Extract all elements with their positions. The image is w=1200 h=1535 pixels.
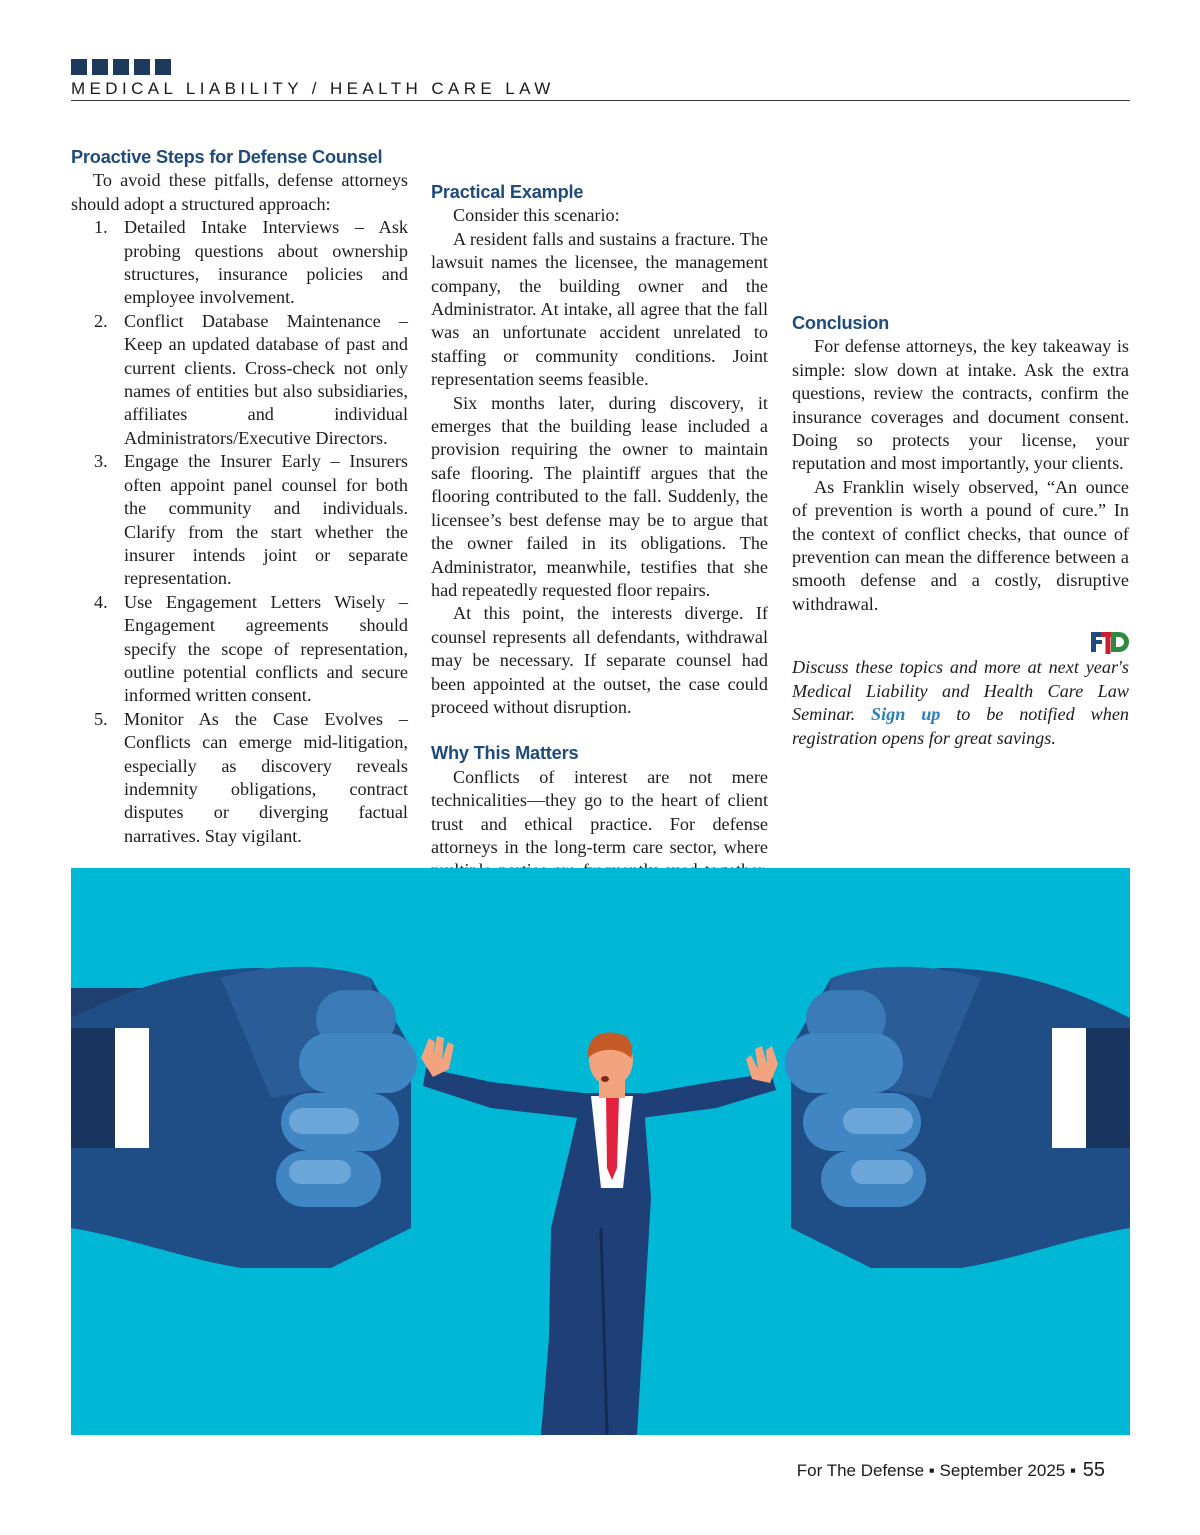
list-item bbox=[71, 591, 408, 708]
promo-text: Discuss these topics and more at next year's Medical Liability and Health Care Law Seminar. bbox=[792, 657, 1129, 725]
header-rule bbox=[71, 100, 1130, 101]
list-item-text: Use Engagement Letters Wisely – Engagement agreements should specify the scope of representation, outline potential conflicts and secure informed written consent. bbox=[124, 591, 408, 706]
sign-up-link[interactable]: Sign up bbox=[870, 704, 941, 725]
footer-bullet: ▪ bbox=[928, 1461, 935, 1480]
footer-bullet: ▪ bbox=[1069, 1461, 1077, 1480]
left-fist-image bbox=[71, 967, 417, 1268]
publication-name: For The Defense bbox=[796, 1461, 925, 1480]
conclusion-paragraph: For defense attorneys, the key takeaway is simple: slow down at intake. Ask the extra questions, review the contracts, confirm the insurance coverages and document consent. Doing so protects your license, your reputation and most importantly, your clients. bbox=[792, 336, 1129, 474]
list-number: 2. bbox=[94, 310, 108, 331]
example-paragraph: Six months later, during discovery, it emerges that the building lease included a provision requiring the owner to maintain safe flooring. The plaintiff argues that the flooring contributed to the fall. Suddenly, the licensee’s best defense may be to argue that the owner failed in its obligations. The Administrator, meanwhile, testifies that she had repeatedly requested floor repairs. bbox=[431, 392, 768, 600]
example-paragraph: Consider this scenario: bbox=[453, 205, 620, 226]
steps-list bbox=[71, 216, 408, 848]
list-item-text: Monitor As the Case Evolves – Conflicts can emerge mid-litigation, especially as discovery reveals indemnity obligations, contract disputes or diverging factual narratives. Stay vigilant. bbox=[124, 708, 408, 846]
conflict-illustration bbox=[71, 868, 1130, 1435]
section-title: MEDICAL LIABILITY / HEALTH CARE LAW bbox=[71, 79, 555, 98]
list-number: 5. bbox=[94, 708, 108, 729]
right-fist-image bbox=[785, 967, 1130, 1268]
column-3 bbox=[792, 123, 1129, 750]
heading-conclusion: Conclusion bbox=[792, 313, 890, 333]
promo-text: to be notified when registration opens for great savings. bbox=[792, 704, 1129, 748]
header-squares-decoration bbox=[71, 59, 171, 75]
list-item bbox=[71, 708, 408, 848]
example-paragraph: At this point, the interests diverge. If counsel represents all defendants, withdrawal may be necessary. If separate counsel had been appointed at the outset, the case could proceed without disruption. bbox=[431, 603, 768, 717]
ftd-logo bbox=[1089, 628, 1129, 656]
list-number: 1. bbox=[94, 217, 108, 238]
seminar-promo bbox=[792, 656, 1129, 750]
column-flow-spacer bbox=[431, 123, 768, 181]
list-item bbox=[71, 310, 408, 450]
heading-practical-example: Practical Example bbox=[431, 182, 584, 202]
why-paragraph: Conflicts of interest are not mere technicalities—they go to the heart of client trust and ethical practice. For defense attorneys in the long-term care sector, where bbox=[431, 766, 768, 857]
businessman-image bbox=[421, 1032, 778, 1435]
heading-proactive-steps: Proactive Steps for Defense Counsel bbox=[71, 147, 383, 167]
list-number: 4. bbox=[94, 591, 108, 612]
list-item bbox=[71, 216, 408, 310]
conclusion-paragraph: As Franklin wisely observed, “An ounce of prevention is worth a pound of cure.” In the context of conflict checks, that ounce of prevention can mean the difference between a smooth defense and a costly, disruptive withdrawal. bbox=[792, 476, 1129, 614]
list-item-text: Engage the Insurer Early – Insurers often appoint panel counsel for both the community and individuals. Clarify from the start whether the insurer intends joint or separate representation. bbox=[124, 451, 408, 589]
heading-why-this-matters: Why This Matters bbox=[431, 743, 579, 764]
column-1 bbox=[71, 146, 408, 848]
intro-paragraph: To avoid these pitfalls, defense attorneys should adopt a structured approach: bbox=[71, 170, 408, 214]
example-paragraph: A resident falls and sustains a fracture. The lawsuit names the licensee, the management company, the building owner and the Administrator. At intake, all agree that the fall was an unfortunate accident unrelated to staffing or community conditions. Joint representation seems feasible. bbox=[431, 228, 768, 390]
list-item bbox=[71, 450, 408, 590]
page-footer bbox=[797, 1459, 1105, 1482]
issue-date: September 2025 bbox=[939, 1461, 1066, 1480]
column-flow-spacer bbox=[792, 123, 1129, 312]
list-item-text: Detailed Intake Interviews – Ask probing questions about ownership structures, insurance policies and employee involvement. bbox=[124, 217, 408, 308]
list-item-text: Conflict Database Maintenance – Keep an updated database of past and current clients. Cross-check not only names of entities but also subsidiaries, affiliates and individual Administrators/Executive Directors. bbox=[124, 310, 408, 448]
list-number: 3. bbox=[94, 451, 108, 472]
page-number: 55 bbox=[1082, 1459, 1105, 1481]
